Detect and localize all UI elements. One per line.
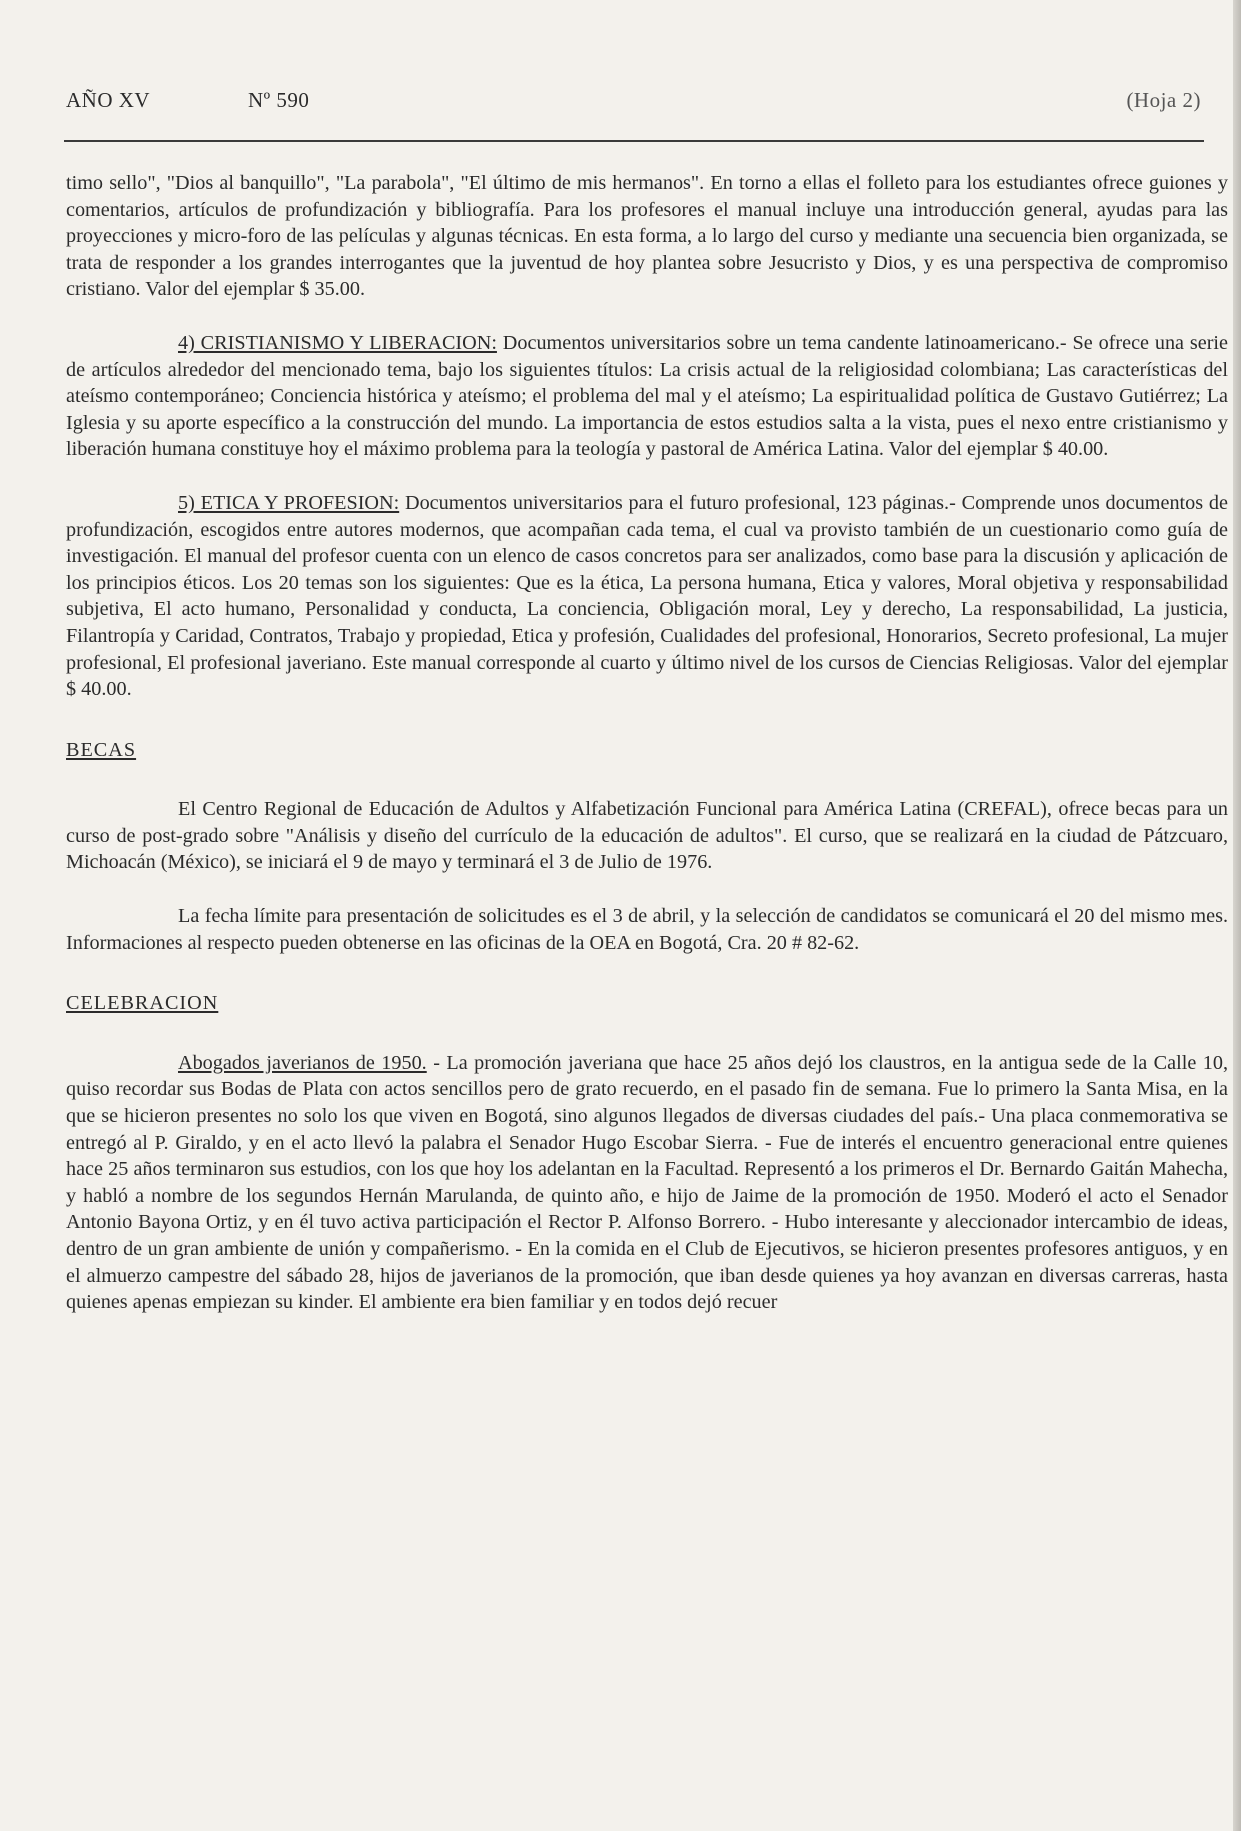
- section-title-becas: BECAS: [66, 738, 137, 761]
- paragraph-etica: [66, 490, 1228, 703]
- paragraph-films: timo sello", "Dios al banquillo", "La parabola", "El último de mis hermanos". En torno a ellas el folleto para los estudiantes ofrece guiones y comentarios, artículos de profundización y bibliografía. Para los profesores el manual incluye una introducción general, ayudas para las proyecciones y micro-foro de las películas y algunas técnicas. En esta forma, a lo largo del curso y mediante una secuencia bien organizada, se trata de responder a los grandes interrogantes que la juventud de hoy plantea sobre Jesucristo y Dios, y es una perspectiva de compromiso cristiano. Valor del ejemplar $ 35.00.: [66, 172, 1228, 301]
- paragraph-becas-2: La fecha límite para presentación de solicitudes es el 3 de abril, y la selección de candidatos se comunicará el 20 del mismo mes. Informaciones al respecto pueden obtenerse en las oficinas de la OEA en Bogotá, Cra. 20 # 82-62.: [66, 905, 1228, 954]
- document-body: [66, 170, 1228, 1316]
- text-etica: Documentos universitarios para el futuro profesional, 123 páginas.- Comprende unos documentos de profundización, escogidos entre autores modernos, que acompañan cada tema, el cual va provisto también de un cuestionario como guía de investigación. El manual del profesor cuenta con un elenco de casos concretos para ser analizados, como base para la discusión y aplicación de los principios éticos. Los 20 temas son los siguientes: Que es la ética, La persona humana, Etica y valores, Moral objetiva y responsabilidad subjetiva, El acto humano, Personalidad y conducta, La conciencia, Obligación moral, Ley y derecho, La responsabilidad, La justicia, Filantropía y Caridad, Contratos, Trabajo y propiedad, Etica y profesión, Cualidades del profesional, Honorarios, Secreto profesional, La mujer profesional, El profesional javeriano. Este manual corresponde al cuarto y último nivel de los cursos de Ciencias Religiosas. Valor del ejemplar $ 40.00.: [66, 491, 1228, 701]
- heading-etica: 5) ETICA Y PROFESION:: [178, 491, 400, 514]
- paragraph-celebracion: [66, 1050, 1228, 1316]
- text-celebracion: - La promoción javeriana que hace 25 años dejó los claustros, en la antigua sede de la Calle 10, quiso recordar sus Bodas de Plata con actos sencillos pero de grato recuerdo, en el pasado fin de semana. Fue lo primero la Santa Misa, en la que se hicieron presentes no solo los que viven en Bogotá, sino algunos llegados de diversas ciudades del país.- Una placa conmemorativa se entregó al P. Giraldo, y en el acto llevó la palabra el Senador Hugo Escobar Sierra. - Fue de interés el encuentro generacional entre quienes hace 25 años terminaron sus estudios, con los que hoy los adelantan en la Facultad. Representó a los primeros el Dr. Bernardo Gaitán Mahecha, y habló a nombre de los segundos Hernán Marulanda, de quinto año, e hijo de Jaime de la promoción de 1950. Moderó el acto el Senador Antonio Bayona Ortiz, y en él tuvo activa participación el Rector P. Alfonso Borrero. - Hubo interesante y aleccionador intercambio de ideas, dentro de un gran ambiente de unión y compañerismo. - En la comida en el Club de Ejecutivos, se hicieron presentes profesores antiguos, y en el almuerzo campestre del sábado 28, hijos de javerianos de la promoción, que iban desde quienes ya hoy avanzan en diversas carreras, hasta quienes apenas empiezan su kinder. El ambiente era bien familiar y en todos dejó recuer: [66, 1051, 1228, 1314]
- issue-number: Nº 590: [248, 88, 310, 112]
- paragraph-becas-1: El Centro Regional de Educación de Adultos y Alfabetización Funcional para América Latina (CREFAL), ofrece becas para un curso de post-grado sobre "Análisis y diseño del currículo de la educación de adultos". El curso, que se realizará en la ciudad de Pátzcuaro, Michoacán (México), se iniciará el 9 de mayo y terminará el 3 de Julio de 1976.: [66, 798, 1228, 874]
- heading-abogados: Abogados javerianos de 1950.: [178, 1051, 427, 1074]
- header-rule: [64, 140, 1204, 142]
- sheet-number: (Hoja 2): [1126, 88, 1201, 112]
- page-header: [66, 88, 1201, 118]
- issue-year: AÑO XV: [66, 88, 151, 112]
- page-edge: [1233, 0, 1241, 1831]
- heading-cristianismo: 4) CRISTIANISMO Y LIBERACION:: [178, 331, 497, 354]
- section-title-celebracion: CELEBRACION: [66, 992, 219, 1015]
- paragraph-cristianismo: [66, 330, 1228, 463]
- text-cristianismo: Documentos universitarios sobre un tema candente latinoamericano.- Se ofrece una serie de artículos alrededor del mencionado tema, bajo los siguientes títulos: La crisis actual de la religiosidad colombiana; Las características del ateísmo contemporáneo; Conciencia histórica y ateísmo; el problema del mal y el ateísmo; La espiritualidad política de Gustavo Gutiérrez; La Iglesia y su aporte específico a la construcción del mundo. La importancia de estos estudios salta a la vista, pues el nexo entre cristianismo y liberación humana constituye hoy el máximo problema para la teología y pastoral de América Latina. Valor del ejemplar $ 40.00.: [66, 331, 1228, 461]
